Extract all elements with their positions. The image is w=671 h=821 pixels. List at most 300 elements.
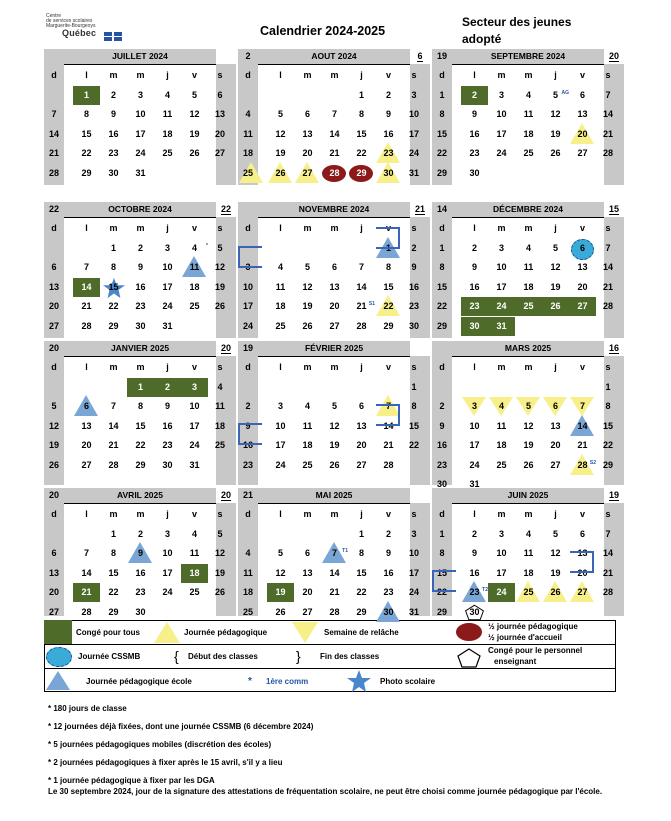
day-cell <box>321 564 348 583</box>
day-cell <box>100 239 127 258</box>
day-cell <box>44 317 64 336</box>
day-cell <box>375 583 402 602</box>
day-number: 15 <box>135 420 146 431</box>
day-cell <box>404 164 424 183</box>
day-header: m <box>330 509 339 519</box>
day-number: 19 <box>214 281 225 292</box>
day-number: 2 <box>137 243 143 253</box>
day-number: 20 <box>329 301 340 312</box>
day-number: 22 <box>356 148 367 159</box>
day-number: 9 <box>471 109 477 120</box>
week-count-right <box>604 49 624 64</box>
day-number: 7 <box>110 401 116 412</box>
day-number: 17 <box>408 567 419 578</box>
day-cell <box>154 297 181 316</box>
day-cell <box>73 544 100 563</box>
day-number: 12 <box>48 420 59 431</box>
day-cell <box>181 258 208 277</box>
day-cell <box>210 86 230 105</box>
day-header: j <box>166 223 169 233</box>
day-cell <box>321 317 348 336</box>
day-cell <box>73 564 100 583</box>
day-cell <box>181 417 208 436</box>
day-header: m <box>109 70 118 80</box>
day-number: 8 <box>358 109 364 120</box>
day-number: 17 <box>189 420 200 431</box>
class-start-bracket <box>376 227 400 249</box>
day-number: 24 <box>496 301 507 312</box>
day-header: s <box>605 223 611 233</box>
day-number: 6 <box>304 109 310 120</box>
day-number: 19 <box>275 148 286 159</box>
day-cell <box>348 105 375 124</box>
day-cell <box>542 564 569 583</box>
day-cell <box>375 164 402 183</box>
day-header: m <box>524 70 533 80</box>
day-number: 18 <box>523 567 534 578</box>
day-number: 18 <box>162 128 173 139</box>
day-cell <box>267 436 294 455</box>
day-cell <box>542 525 569 544</box>
day-number: 2 <box>385 529 391 539</box>
day-number: 14 <box>356 281 367 292</box>
day-cell <box>542 258 569 277</box>
day-header: l <box>279 362 282 372</box>
day-number: 16 <box>108 128 119 139</box>
month-header: MAI 2025 <box>258 488 410 504</box>
day-number: 8 <box>137 401 143 412</box>
week-count-left: 14 <box>432 202 452 217</box>
day-number: 2 <box>164 382 170 392</box>
day-cell <box>210 297 230 316</box>
day-cell <box>515 417 542 436</box>
day-header: j <box>554 362 557 372</box>
day-cell <box>348 258 375 277</box>
day-number: 4 <box>525 529 531 539</box>
day-header: j <box>166 362 169 372</box>
note-item: * 2 journées pédagogiques à fixer après le 15 avril, s'il y a lieu <box>48 758 283 767</box>
day-cell <box>348 278 375 297</box>
day-cell <box>44 564 64 583</box>
day-cell <box>515 86 542 105</box>
sector-label: Secteur des jeunes adopté <box>462 15 572 46</box>
week-count-left: 2 <box>238 49 258 64</box>
day-number: 16 <box>383 128 394 139</box>
day-cell <box>154 317 181 336</box>
class-start-bracket <box>432 567 456 592</box>
day-cell <box>461 278 488 297</box>
day-header: m <box>524 509 533 519</box>
day-header: v <box>579 70 585 80</box>
day-cell <box>210 436 230 455</box>
day-number: 27 <box>577 301 588 312</box>
day-cell <box>127 564 154 583</box>
day-cell <box>321 297 348 316</box>
day-cell <box>73 436 100 455</box>
day-number: 9 <box>137 262 143 273</box>
day-cell <box>100 456 127 475</box>
legend-photo: Photo scolaire <box>380 677 436 686</box>
day-number: 2 <box>471 529 477 539</box>
month-header: JANVIER 2025 <box>64 341 216 357</box>
day-number: 3 <box>164 529 170 539</box>
day-cell <box>598 397 618 416</box>
day-number: 15 <box>356 567 367 578</box>
day-number: 4 <box>304 401 310 412</box>
day-cell <box>348 525 375 544</box>
day-number: 1 <box>137 382 143 392</box>
day-number: 7 <box>605 90 611 100</box>
day-number: 12 <box>523 420 534 431</box>
day-number: 7 <box>605 529 611 539</box>
day-cell <box>461 397 488 416</box>
day-number: 9 <box>385 548 391 559</box>
day-number: 11 <box>275 281 286 292</box>
day-cell <box>321 456 348 475</box>
day-number: 11 <box>523 109 534 120</box>
brace-open-icon: { <box>174 648 179 664</box>
day-cell <box>488 258 515 277</box>
day-number: 27 <box>302 167 313 178</box>
day-number: 11 <box>243 567 253 578</box>
day-number: 17 <box>162 567 173 578</box>
day-number: 19 <box>550 128 561 139</box>
day-cell <box>432 239 452 258</box>
day-cell <box>44 164 64 183</box>
day-number: 22 <box>436 148 447 159</box>
day-number: 27 <box>48 606 59 617</box>
day-number: 29 <box>383 320 394 331</box>
day-header: m <box>109 362 118 372</box>
day-cell <box>294 258 321 277</box>
day-cell <box>127 603 154 622</box>
day-cell <box>321 164 348 183</box>
day-number: 14 <box>329 567 340 578</box>
day-number: 17 <box>275 440 286 451</box>
day-cell <box>267 144 294 163</box>
day-number: 4 <box>277 262 283 273</box>
day-number: 17 <box>162 281 173 292</box>
day-number: 8 <box>439 262 445 273</box>
day-number: 5 <box>525 401 531 412</box>
day-number: 3 <box>137 90 143 100</box>
day-number: 23 <box>108 148 119 159</box>
day-number: 20 <box>356 440 367 451</box>
day-cell <box>73 258 100 277</box>
day-cell <box>44 417 64 436</box>
day-number: 21 <box>81 301 92 312</box>
day-header: j <box>554 223 557 233</box>
month-block <box>238 49 430 185</box>
month-block <box>238 488 430 616</box>
day-cell <box>238 317 258 336</box>
day-number: 18 <box>523 281 534 292</box>
day-number: 3 <box>411 529 417 539</box>
month-header: MARS 2025 <box>452 341 604 357</box>
day-cell <box>321 583 348 602</box>
day-number: 14 <box>602 109 613 120</box>
day-cell <box>44 297 64 316</box>
superscript-mark: AG <box>561 90 569 96</box>
day-number: 15 <box>383 281 394 292</box>
day-number: 6 <box>331 262 337 273</box>
day-cell <box>542 86 569 105</box>
day-cell <box>404 525 424 544</box>
day-number: 26 <box>302 320 313 331</box>
day-cell <box>461 125 488 144</box>
day-cell <box>542 436 569 455</box>
day-number: 30 <box>469 167 480 178</box>
day-number: 19 <box>275 587 286 598</box>
day-number: 19 <box>550 281 561 292</box>
day-number: 25 <box>275 320 286 331</box>
month-block <box>432 488 624 616</box>
day-cell <box>598 297 618 316</box>
day-number: 14 <box>108 420 119 431</box>
week-count-right <box>604 202 624 217</box>
day-number: 13 <box>577 548 588 559</box>
day-cell <box>210 239 230 258</box>
day-cell <box>154 544 181 563</box>
day-number: 29 <box>108 320 119 331</box>
day-cell <box>294 397 321 416</box>
day-number: 26 <box>550 301 561 312</box>
day-cell <box>542 125 569 144</box>
day-cell <box>44 436 64 455</box>
legend-conge-pers2: enseignant <box>494 657 537 666</box>
day-cell <box>154 258 181 277</box>
day-header: s <box>217 70 223 80</box>
day-cell <box>100 583 127 602</box>
day-cell <box>100 86 127 105</box>
day-number: 30 <box>408 320 419 331</box>
day-number: 23 <box>408 301 419 312</box>
day-cell <box>375 436 402 455</box>
day-header: d <box>439 70 445 80</box>
day-number: 23 <box>383 148 394 159</box>
day-cell <box>238 603 258 622</box>
page-title: Calendrier 2024-2025 <box>260 24 386 38</box>
day-number: 7 <box>83 548 89 559</box>
month-header: OCTOBRE 2024 <box>64 202 216 218</box>
day-cell <box>461 583 488 602</box>
day-cell <box>294 417 321 436</box>
day-number: 21 <box>81 587 92 598</box>
day-number: 28 <box>602 301 613 312</box>
day-cell <box>515 436 542 455</box>
day-header: m <box>136 509 145 519</box>
day-number: 15 <box>356 128 367 139</box>
day-cell <box>461 544 488 563</box>
day-cell <box>294 456 321 475</box>
day-cell <box>348 164 375 183</box>
day-cell <box>569 144 596 163</box>
day-cell <box>73 86 100 105</box>
day-number: 9 <box>110 109 116 120</box>
day-number: 24 <box>135 148 146 159</box>
day-header: s <box>605 70 611 80</box>
day-number: 26 <box>275 167 286 178</box>
day-cell <box>432 603 452 622</box>
day-cell <box>515 258 542 277</box>
day-number: 26 <box>275 606 286 617</box>
day-number: 28 <box>81 606 92 617</box>
day-number: 10 <box>469 420 480 431</box>
day-number: 19 <box>189 128 200 139</box>
day-header: s <box>411 223 417 233</box>
day-cell <box>404 397 424 416</box>
day-cell <box>294 164 321 183</box>
day-number: 26 <box>550 587 561 598</box>
day-cell <box>375 125 402 144</box>
day-cell <box>348 417 375 436</box>
day-cell <box>488 125 515 144</box>
day-header: s <box>217 223 223 233</box>
day-cell <box>238 583 258 602</box>
day-number: 30 <box>436 479 447 489</box>
day-cell <box>127 417 154 436</box>
day-cell <box>210 583 230 602</box>
day-header: s <box>411 509 417 519</box>
day-number: 20 <box>302 148 313 159</box>
day-number: 22 <box>108 587 119 598</box>
day-number: 5 <box>304 262 310 273</box>
day-number: 29 <box>356 606 367 617</box>
day-cell <box>267 417 294 436</box>
day-cell <box>461 239 488 258</box>
day-number: 29 <box>356 167 367 178</box>
day-number: 28 <box>602 587 613 598</box>
day-cell <box>461 417 488 436</box>
day-cell <box>515 125 542 144</box>
day-number: 18 <box>275 301 286 312</box>
day-cell <box>375 544 402 563</box>
day-number: 14 <box>602 262 613 273</box>
day-cell <box>181 144 208 163</box>
day-header: v <box>191 223 197 233</box>
month-block <box>44 49 236 185</box>
day-number: 31 <box>496 320 507 331</box>
day-cell <box>488 456 515 475</box>
day-cell <box>267 564 294 583</box>
day-cell <box>569 239 596 258</box>
day-number: 14 <box>48 128 59 139</box>
day-number: 7 <box>579 401 585 412</box>
day-number: 9 <box>471 548 477 559</box>
day-number: 27 <box>550 459 561 470</box>
day-cell <box>598 258 618 277</box>
week-count-right <box>410 488 430 503</box>
day-cell <box>488 317 515 336</box>
day-cell <box>598 86 618 105</box>
note-item: * 5 journées pédagogiques mobiles (discrétion des écoles) <box>48 740 272 749</box>
day-number: 20 <box>214 128 225 139</box>
day-cell <box>181 125 208 144</box>
day-cell <box>461 144 488 163</box>
day-header: s <box>411 362 417 372</box>
day-number: 7 <box>605 243 611 253</box>
day-cell <box>432 317 452 336</box>
week-count-value: 22 <box>220 204 231 214</box>
day-cell <box>267 258 294 277</box>
day-header: d <box>51 223 57 233</box>
day-cell <box>238 278 258 297</box>
day-number: 10 <box>189 401 200 412</box>
class-start-bracket <box>238 246 262 268</box>
day-number: 14 <box>81 567 92 578</box>
day-cell <box>569 583 596 602</box>
logo <box>46 14 126 44</box>
day-number: 22 <box>602 440 613 451</box>
day-number: 22 <box>436 587 447 598</box>
day-cell <box>238 297 258 316</box>
day-cell <box>154 144 181 163</box>
day-number: 27 <box>329 320 340 331</box>
day-cell <box>73 278 100 297</box>
day-cell <box>210 144 230 163</box>
day-number: 7 <box>358 262 364 273</box>
day-number: 14 <box>329 128 340 139</box>
day-cell <box>598 105 618 124</box>
day-number: 1 <box>110 243 116 253</box>
day-number: 24 <box>408 148 419 159</box>
day-cell <box>404 297 424 316</box>
day-number: 18 <box>523 128 534 139</box>
day-cell <box>404 258 424 277</box>
day-cell <box>44 583 64 602</box>
day-cell <box>267 278 294 297</box>
day-cell <box>404 105 424 124</box>
day-number: 23 <box>469 587 480 598</box>
day-cell <box>375 456 402 475</box>
day-number: 23 <box>469 301 480 312</box>
day-header: m <box>136 70 145 80</box>
day-cell <box>210 125 230 144</box>
day-cell <box>488 525 515 544</box>
day-number: 22 <box>408 440 419 451</box>
day-cell <box>598 456 618 475</box>
day-number: 28 <box>108 459 119 470</box>
day-number: 18 <box>302 440 313 451</box>
week-count-right <box>604 341 624 356</box>
day-cell <box>598 125 618 144</box>
day-number: 5 <box>552 243 558 253</box>
day-cell <box>348 86 375 105</box>
brace-close-icon: } <box>296 648 301 664</box>
day-cell <box>404 436 424 455</box>
day-number: 20 <box>81 440 92 451</box>
day-cell <box>127 125 154 144</box>
day-cell <box>375 278 402 297</box>
day-number: 13 <box>329 281 340 292</box>
day-number: 7 <box>385 401 391 412</box>
day-number: 21 <box>602 281 613 292</box>
day-header: d <box>245 362 251 372</box>
day-header: l <box>473 509 476 519</box>
day-number: 24 <box>408 587 419 598</box>
day-cell <box>598 278 618 297</box>
day-number: 23 <box>436 459 447 470</box>
day-cell <box>515 105 542 124</box>
day-cell <box>267 397 294 416</box>
day-number: 12 <box>189 109 200 120</box>
day-cell <box>542 417 569 436</box>
day-number: 17 <box>242 301 253 312</box>
day-number: 9 <box>137 548 143 559</box>
day-cell <box>515 525 542 544</box>
day-header: v <box>191 362 197 372</box>
day-cell <box>100 278 127 297</box>
